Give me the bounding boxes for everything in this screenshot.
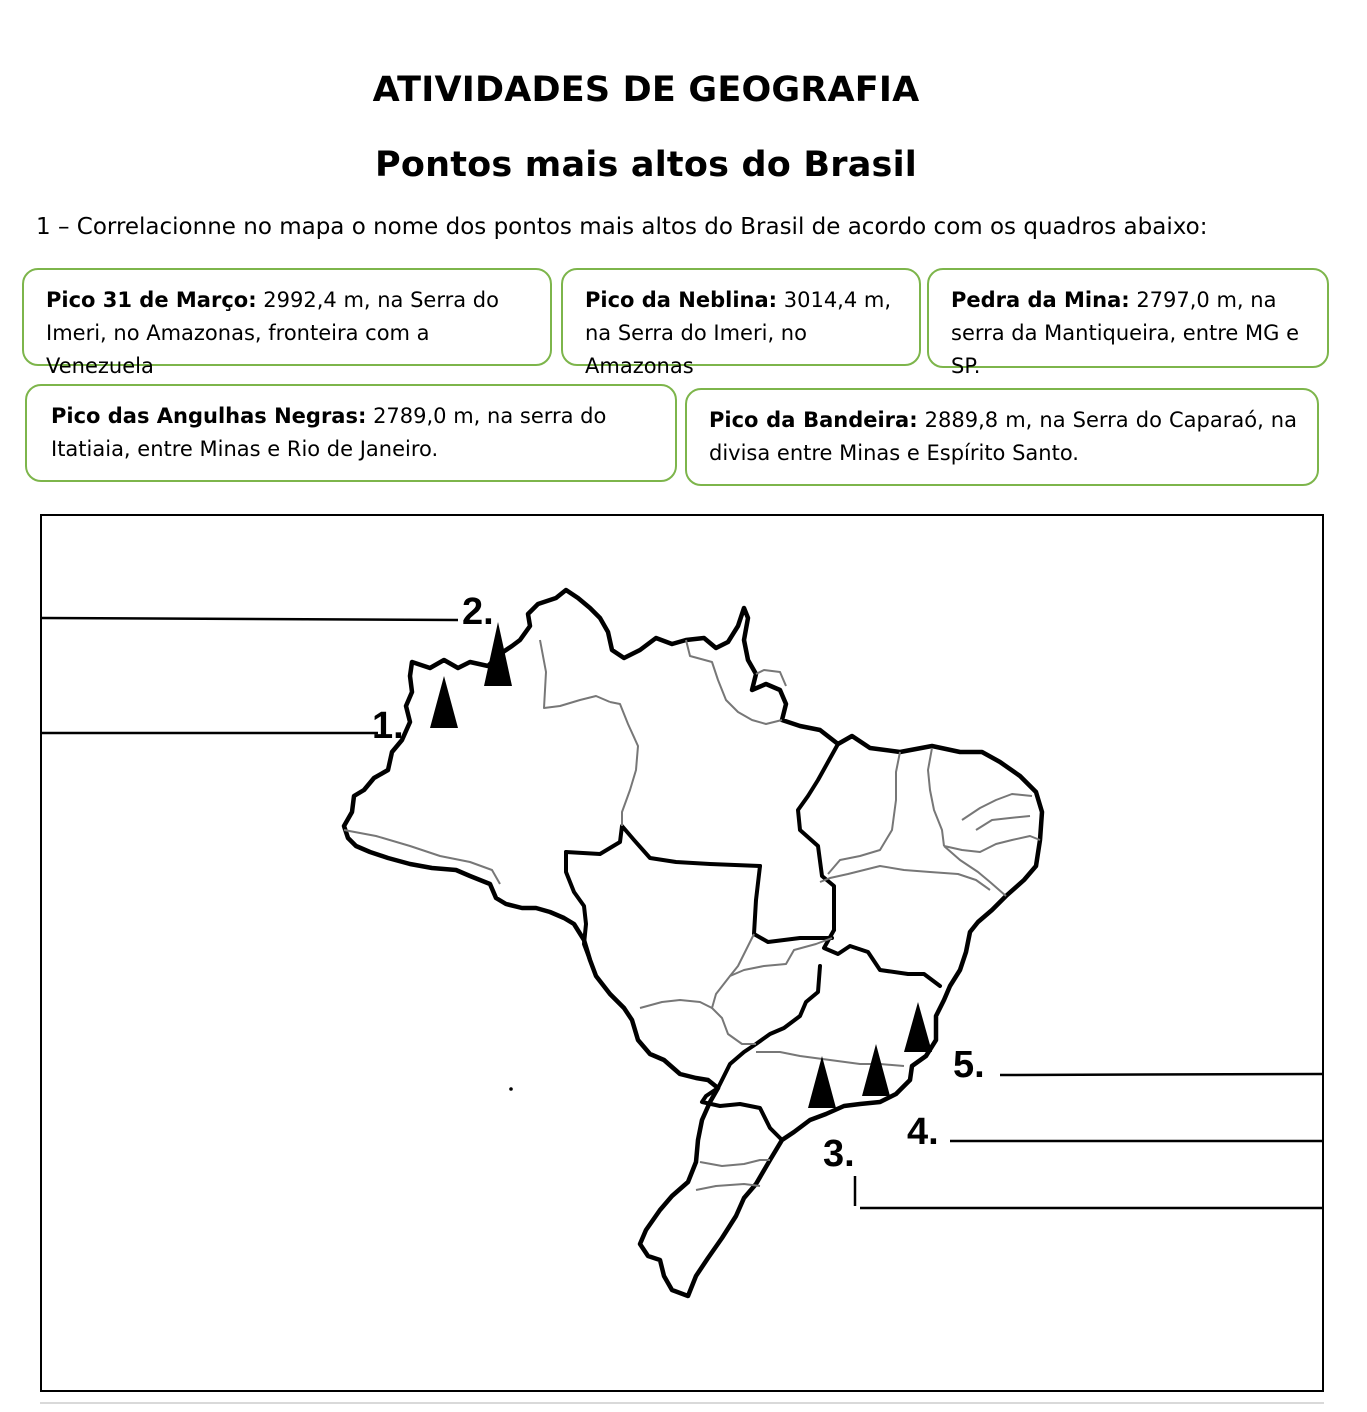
box-peak-name: Pico da Bandeira: xyxy=(709,408,918,432)
answer-line-2 xyxy=(42,618,458,620)
answer-lines xyxy=(42,618,1322,1208)
page-subtitle: Pontos mais altos do Brasil xyxy=(375,145,917,185)
box-peak-name: Pico das Angulhas Negras: xyxy=(51,404,367,428)
peak-marker-1 xyxy=(430,676,458,728)
peak-markers xyxy=(430,622,932,1108)
map-label-2: 2. xyxy=(462,591,494,633)
map-dot xyxy=(509,1087,513,1091)
page-title: ATIVIDADES DE GEOGRAFIA xyxy=(372,70,920,110)
box-peak-description: 2797,0 m, na serra da Mantiqueira, entre MG e SP. xyxy=(951,288,1300,378)
box-peak-name: Pico da Neblina: xyxy=(585,288,778,312)
box-peak-name: Pico 31 de Março: xyxy=(46,288,257,312)
map-label-1: 1. xyxy=(372,705,404,747)
box-peak-name: Pedra da Mina: xyxy=(951,288,1130,312)
peak-marker-5 xyxy=(904,1002,932,1052)
instruction-text: 1 – Correlacionne no mapa o nome dos pontos mais altos do Brasil de acordo com os quadros abaixo: xyxy=(36,214,1208,240)
answer-line-5 xyxy=(1000,1074,1322,1075)
peak-marker-4 xyxy=(862,1044,890,1096)
map-label-3: 3. xyxy=(823,1133,855,1175)
peak-marker-3 xyxy=(808,1056,836,1108)
box-peak-description: 2992,4 m, na Serra do Imeri, no Amazonas, fronteira com a Venezuela xyxy=(46,288,499,378)
map-label-5: 5. xyxy=(953,1044,985,1086)
map-label-4: 4. xyxy=(907,1111,939,1153)
box-peak-description: 2889,8 m, na Serra do Caparaó, na divisa entre Minas e Espírito Santo. xyxy=(709,408,1297,465)
box-peak-description: 3014,4 m, na Serra do Imeri, no Amazonas xyxy=(585,288,892,378)
box-peak-description: 2789,0 m, na serra do Itatiaia, entre Minas e Rio de Janeiro. xyxy=(51,404,607,461)
